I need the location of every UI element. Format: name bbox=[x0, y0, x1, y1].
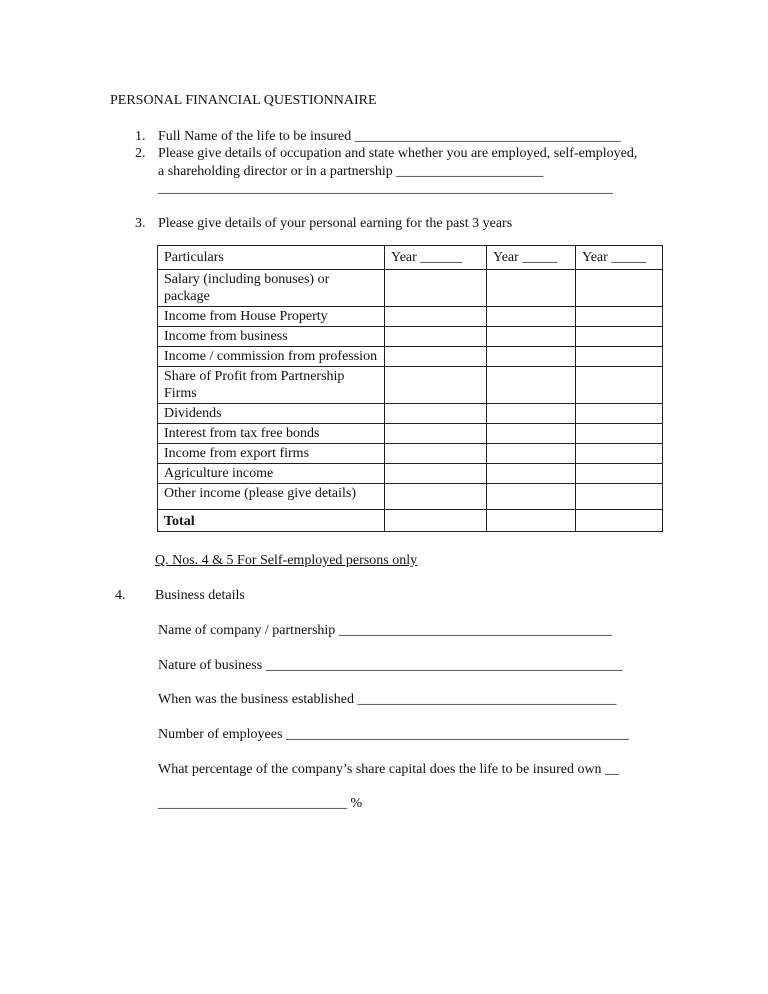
row-label: Other income (please give details) bbox=[158, 484, 385, 510]
year-1-cell[interactable] bbox=[385, 347, 487, 367]
year-3-cell[interactable] bbox=[576, 270, 663, 307]
earnings-table bbox=[157, 245, 663, 532]
table-row bbox=[158, 367, 663, 404]
year-2-cell[interactable] bbox=[487, 327, 576, 347]
year-2-cell[interactable] bbox=[487, 484, 576, 510]
number-of-employees-field[interactable]: Number of employees _________________________________________________ bbox=[158, 727, 629, 742]
table-total-row bbox=[158, 510, 663, 532]
row-label: Agriculture income bbox=[158, 464, 385, 484]
row-label: Salary (including bonuses) or package bbox=[158, 270, 385, 307]
year-1-cell[interactable] bbox=[385, 307, 487, 327]
year-1-total-cell[interactable] bbox=[385, 510, 487, 532]
row-label: Income / commission from profession bbox=[158, 347, 385, 367]
header-year-3: Year _____ bbox=[576, 246, 663, 270]
question-3-number: 3. bbox=[135, 216, 146, 231]
year-3-cell[interactable] bbox=[576, 444, 663, 464]
table-row bbox=[158, 404, 663, 424]
year-3-cell[interactable] bbox=[576, 367, 663, 404]
total-label: Total bbox=[158, 510, 385, 532]
year-2-cell[interactable] bbox=[487, 367, 576, 404]
table-row bbox=[158, 444, 663, 464]
year-3-cell[interactable] bbox=[576, 424, 663, 444]
year-2-cell[interactable] bbox=[487, 347, 576, 367]
table-row bbox=[158, 347, 663, 367]
row-label: Interest from tax free bonds bbox=[158, 424, 385, 444]
share-capital-percent-field[interactable]: ___________________________ % bbox=[158, 796, 363, 811]
year-1-cell[interactable] bbox=[385, 270, 487, 307]
year-1-cell[interactable] bbox=[385, 424, 487, 444]
year-3-cell[interactable] bbox=[576, 464, 663, 484]
year-2-cell[interactable] bbox=[487, 444, 576, 464]
question-2-occupation-field[interactable]: a shareholding director or in a partnership _____________________ bbox=[158, 164, 544, 179]
question-4-heading: Business details bbox=[155, 588, 245, 603]
row-label: Dividends bbox=[158, 404, 385, 424]
question-2-text: Please give details of occupation and state whether you are employed, self-employed, bbox=[158, 146, 638, 161]
question-2-number: 2. bbox=[135, 146, 146, 161]
page-title: PERSONAL FINANCIAL QUESTIONNAIRE bbox=[110, 93, 377, 108]
question-3-text: Please give details of your personal earning for the past 3 years bbox=[158, 216, 513, 231]
table-row bbox=[158, 307, 663, 327]
question-1-number: 1. bbox=[135, 129, 146, 144]
table-row bbox=[158, 270, 663, 307]
business-established-field[interactable]: When was the business established _____________________________________ bbox=[158, 692, 617, 707]
year-2-cell[interactable] bbox=[487, 464, 576, 484]
year-1-cell[interactable] bbox=[385, 444, 487, 464]
header-year-2: Year _____ bbox=[487, 246, 576, 270]
year-2-cell[interactable] bbox=[487, 404, 576, 424]
share-capital-question[interactable]: What percentage of the company’s share capital does the life to be insured own __ bbox=[158, 762, 620, 777]
year-3-total-cell[interactable] bbox=[576, 510, 663, 532]
row-label: Income from business bbox=[158, 327, 385, 347]
year-3-cell[interactable] bbox=[576, 484, 663, 510]
year-2-cell[interactable] bbox=[487, 307, 576, 327]
table-row bbox=[158, 484, 663, 510]
question-1-full-name-field[interactable]: Full Name of the life to be insured ______________________________________ bbox=[158, 129, 621, 144]
year-3-cell[interactable] bbox=[576, 307, 663, 327]
nature-of-business-field[interactable]: Nature of business ___________________________________________________ bbox=[158, 658, 623, 673]
year-2-cell[interactable] bbox=[487, 424, 576, 444]
year-1-cell[interactable] bbox=[385, 404, 487, 424]
row-label: Income from export firms bbox=[158, 444, 385, 464]
year-1-cell[interactable] bbox=[385, 367, 487, 404]
year-1-cell[interactable] bbox=[385, 484, 487, 510]
year-3-cell[interactable] bbox=[576, 404, 663, 424]
question-4-number: 4. bbox=[115, 588, 126, 603]
year-3-cell[interactable] bbox=[576, 327, 663, 347]
year-2-cell[interactable] bbox=[487, 270, 576, 307]
year-1-cell[interactable] bbox=[385, 464, 487, 484]
year-1-cell[interactable] bbox=[385, 327, 487, 347]
header-year-1: Year ______ bbox=[385, 246, 487, 270]
header-particulars: Particulars bbox=[158, 246, 385, 270]
table-row bbox=[158, 464, 663, 484]
table-row bbox=[158, 424, 663, 444]
row-label: Share of Profit from Partnership Firms bbox=[158, 367, 385, 404]
year-2-total-cell[interactable] bbox=[487, 510, 576, 532]
table-header-row bbox=[158, 246, 663, 270]
row-label: Income from House Property bbox=[158, 307, 385, 327]
company-name-field[interactable]: Name of company / partnership _______________________________________ bbox=[158, 623, 612, 638]
question-2-details-line[interactable]: _________________________________________________________________ bbox=[158, 181, 613, 196]
year-3-cell[interactable] bbox=[576, 347, 663, 367]
table-row bbox=[158, 327, 663, 347]
self-employed-note: Q. Nos. 4 & 5 For Self-employed persons only bbox=[155, 553, 418, 568]
